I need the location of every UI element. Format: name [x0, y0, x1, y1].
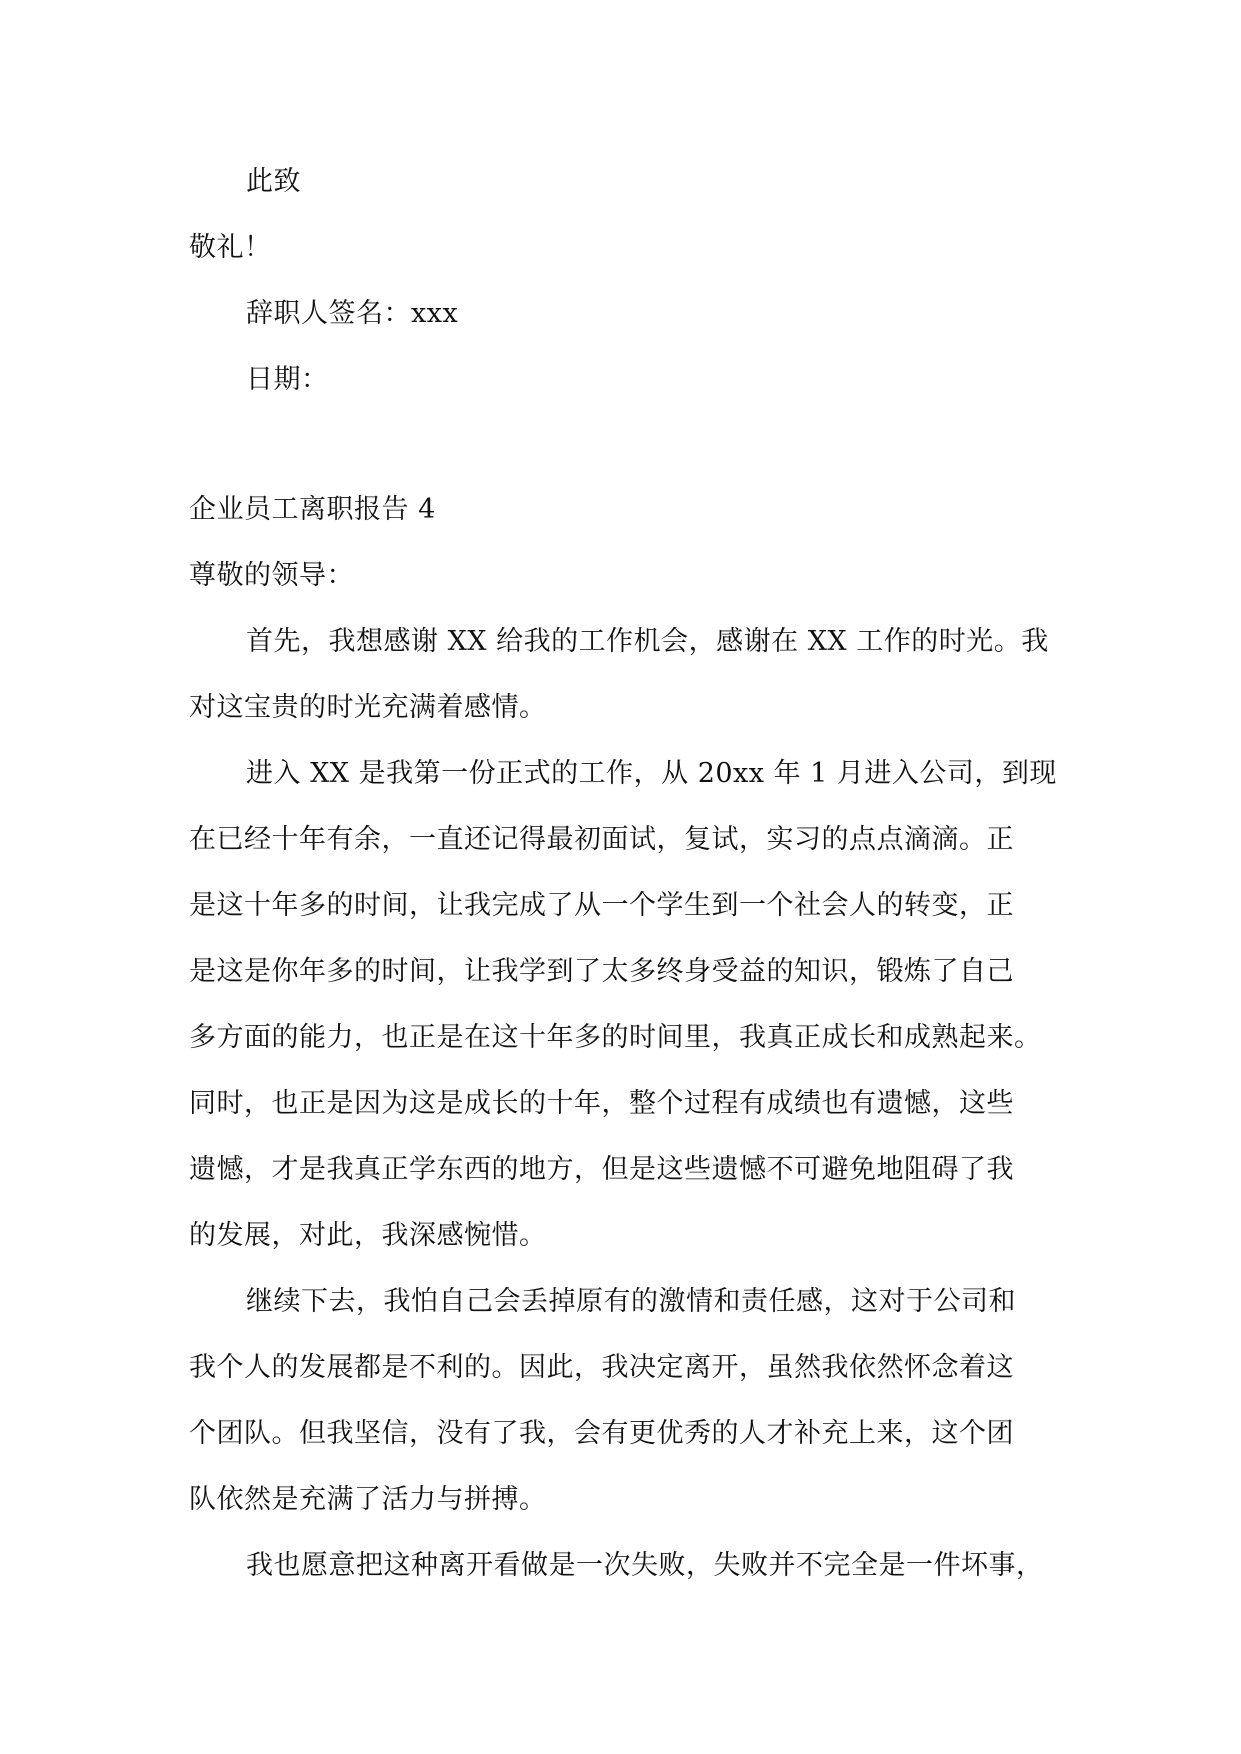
- paragraph-line: 是这是你年多的时间，让我学到了太多终身受益的知识，锻炼了自己: [189, 956, 1014, 987]
- paragraph-line: 对这宝贵的时光充满着感情。: [189, 692, 547, 723]
- closing-respect: 敬礼！: [189, 232, 272, 263]
- paragraph-line: 的发展，对此，我深感惋惜。: [189, 1220, 547, 1251]
- paragraph-line: 我个人的发展都是不利的。因此，我决定离开，虽然我依然怀念着这: [189, 1352, 1014, 1383]
- paragraph-line: 是这十年多的时间，让我完成了从一个学生到一个社会人的转变，正: [189, 890, 1014, 921]
- closing-salute: 此致: [246, 166, 301, 197]
- paragraph-line: 同时，也正是因为这是成长的十年，整个过程有成绩也有遗憾，这些: [189, 1088, 1014, 1119]
- paragraph-line: 我也愿意把这种离开看做是一次失败，失败并不完全是一件坏事，: [246, 1550, 1044, 1581]
- paragraph-line: 进入 XX 是我第一份正式的工作，从 20xx 年 1 月进入公司，到现: [246, 758, 1057, 789]
- paragraph-line: 个团队。但我坚信，没有了我，会有更优秀的人才补充上来，这个团: [189, 1418, 1014, 1449]
- report-title: 企业员工离职报告 4: [189, 494, 436, 525]
- paragraph-line: 在已经十年有余，一直还记得最初面试，复试，实习的点点滴滴。正: [189, 824, 1014, 855]
- paragraph-line: 首先，我想感谢 XX 给我的工作机会，感谢在 XX 工作的时光。我: [246, 626, 1049, 657]
- date-line: 日期：: [246, 364, 329, 395]
- paragraph-line: 继续下去，我怕自己会丢掉原有的激情和责任感，这对于公司和: [246, 1286, 1016, 1317]
- paragraph-line: 多方面的能力，也正是在这十年多的时间里，我真正成长和成熟起来。: [189, 1022, 1042, 1053]
- signature-line: 辞职人签名：xxx: [246, 298, 459, 329]
- paragraph-line: 遗憾，才是我真正学东西的地方，但是这些遗憾不可避免地阻碍了我: [189, 1154, 1014, 1185]
- report-greeting: 尊敬的领导：: [189, 560, 354, 591]
- paragraph-line: 队依然是充满了活力与拼搏。: [189, 1484, 547, 1515]
